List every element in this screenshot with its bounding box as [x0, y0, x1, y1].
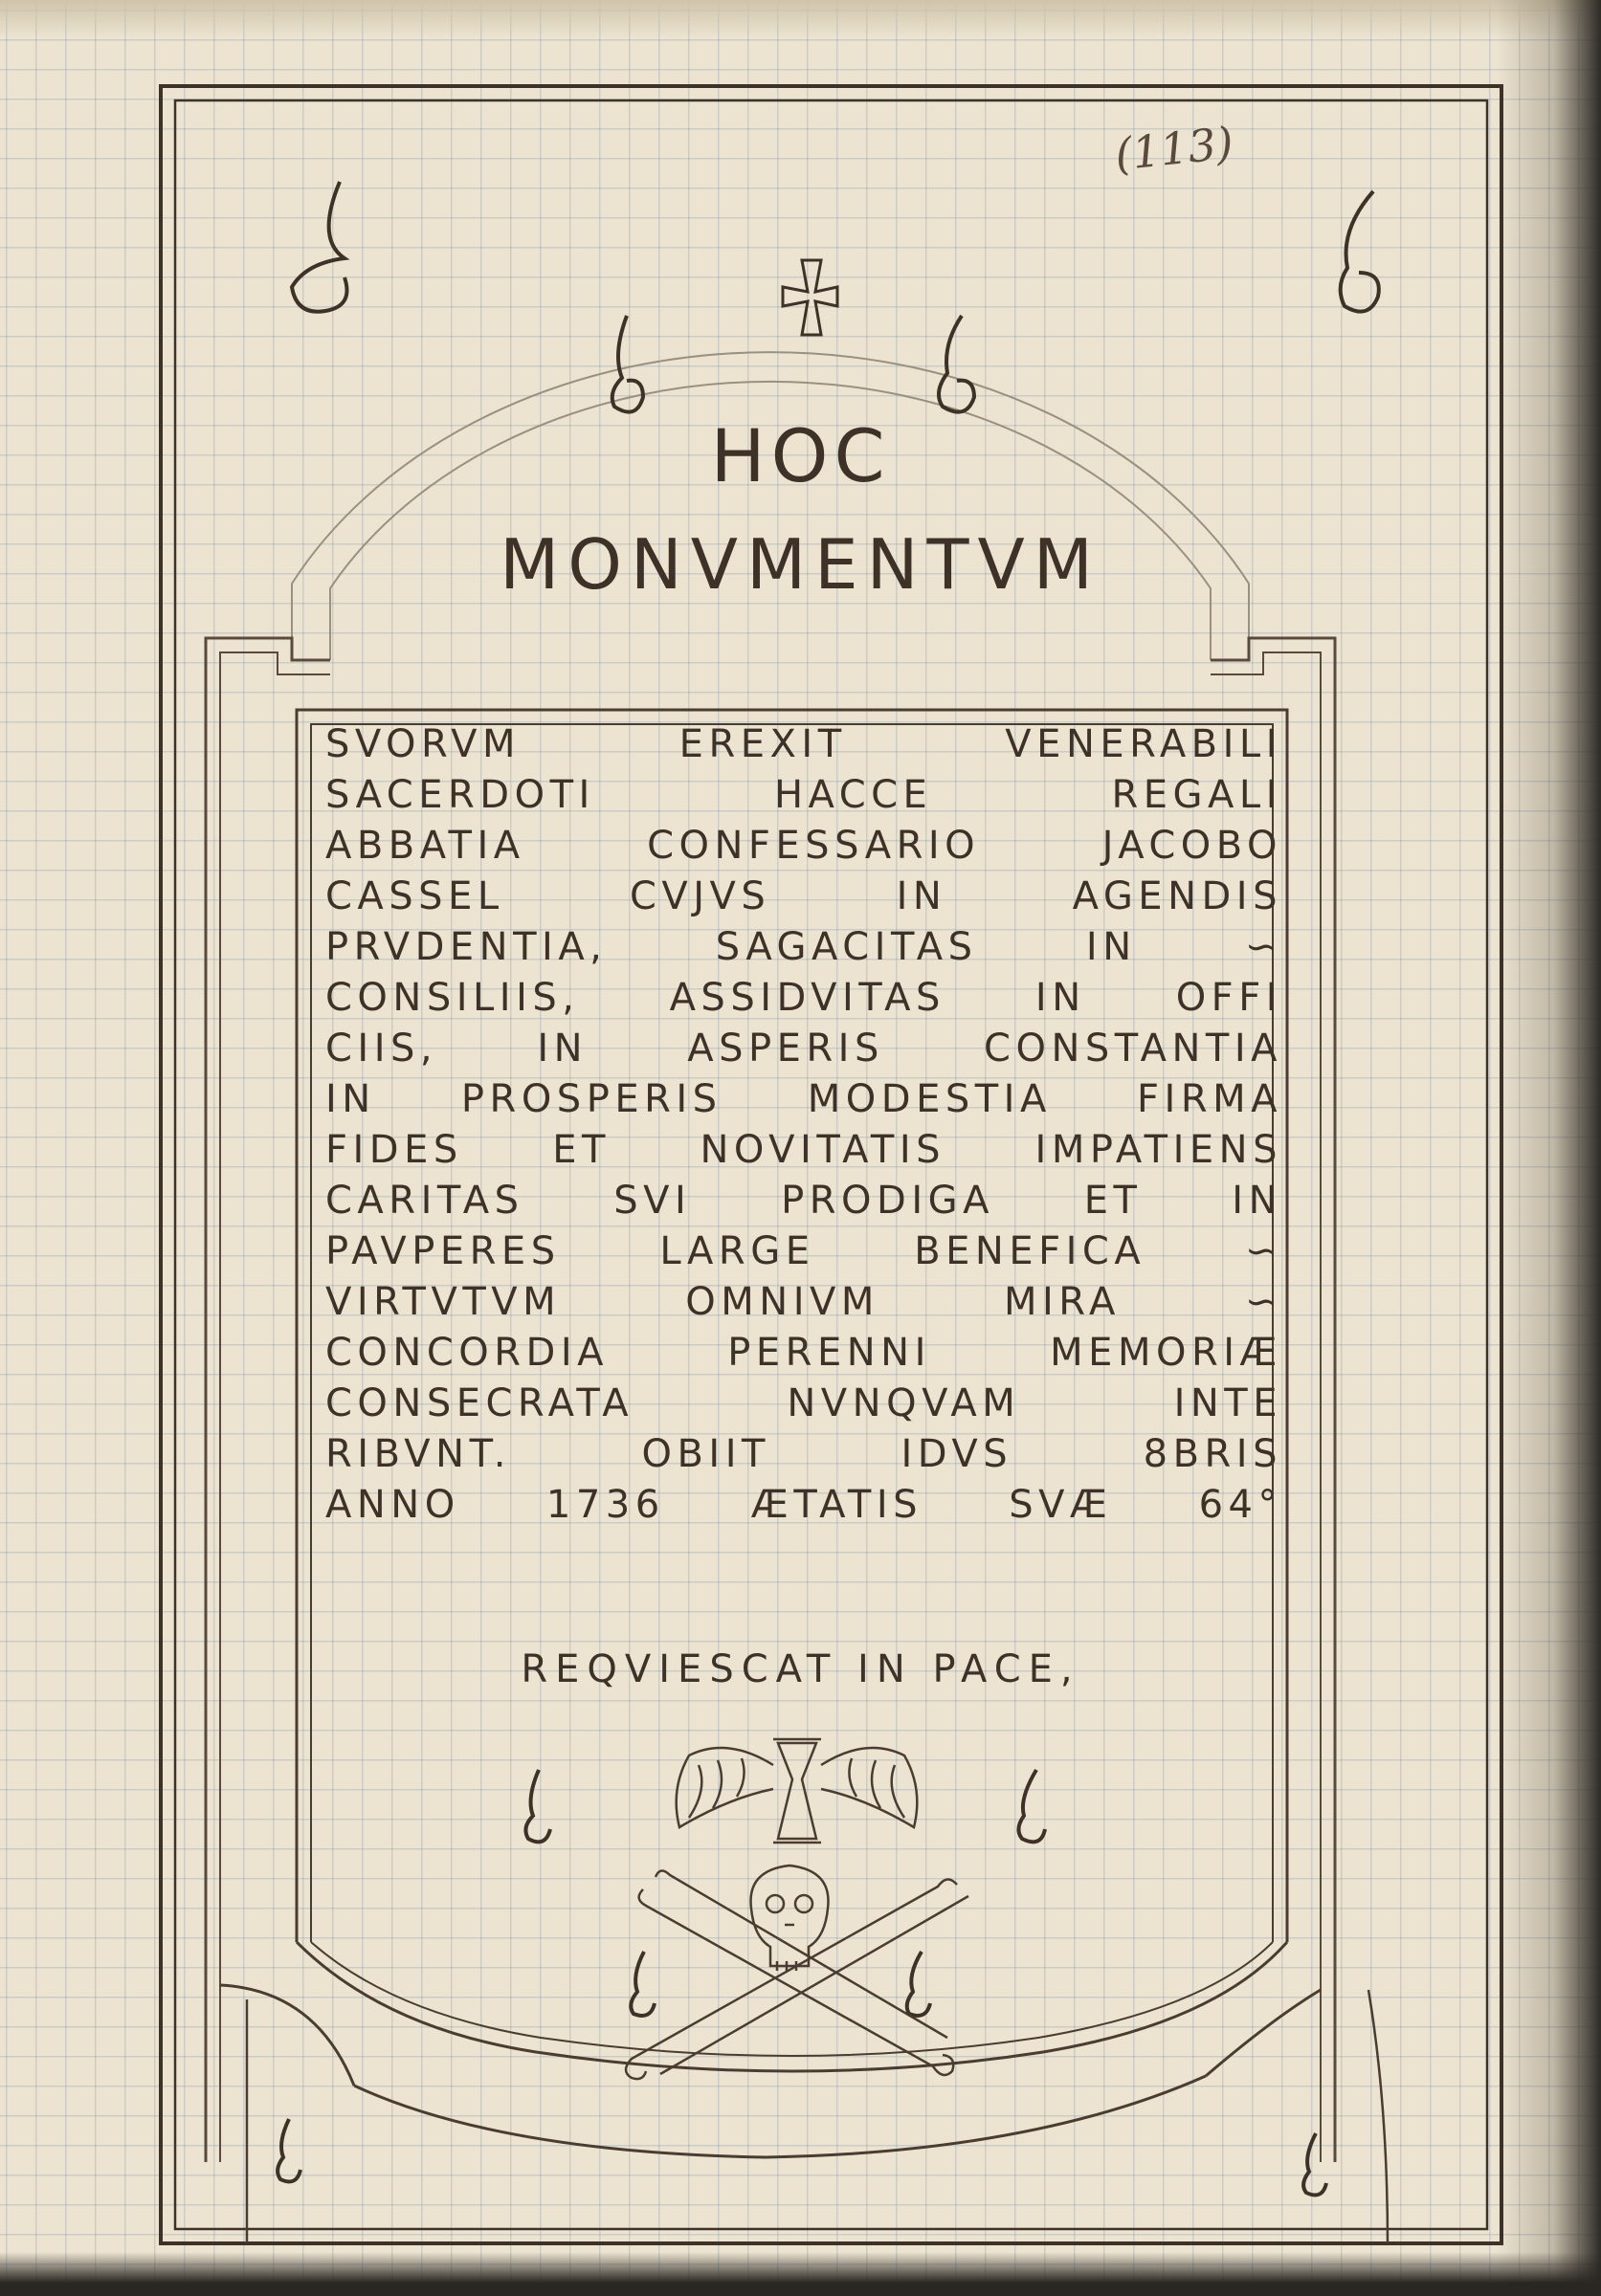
flame-icon-base-left — [278, 2119, 300, 2181]
cross-icon — [783, 260, 837, 335]
inscription-line: CIIS, IN ASPERIS CONSTANTIA — [325, 1027, 1282, 1071]
page-bottom-edge — [0, 2252, 1601, 2296]
flame-icon-bones-left — [631, 1952, 655, 2016]
inscription-line: CARITAS SVI PRODIGA ET IN — [325, 1179, 1282, 1223]
inscription-line: CONSILIIS, ASSIDVITAS IN OFFI — [325, 976, 1282, 1020]
inscription-line: CONCORDIA PERENNI MEMORIÆ — [325, 1331, 1282, 1375]
flame-icon-top-left — [292, 182, 347, 312]
inscription-line: CONSECRATA NVNQVAM INTE — [325, 1381, 1282, 1425]
flame-icon-mid-right — [939, 316, 974, 412]
inscription-line: CASSEL CVJVS IN AGENDIS — [325, 874, 1282, 918]
inscription-line: VIRTVTVM OMNIVM MIRA ∽ — [325, 1280, 1282, 1324]
inscription-text — [325, 719, 1282, 1531]
inscription-line: PRVDENTIA, SAGACITAS IN ∽ — [325, 925, 1282, 969]
skull-and-crossbones-icon — [626, 1866, 968, 2079]
base-arc-left — [220, 1985, 354, 2086]
arch-outer — [292, 352, 1249, 660]
heading-line-2: MONVMENTVM — [500, 524, 1101, 605]
flame-icon-lower-right — [1018, 1770, 1045, 1842]
inscription-line: IN PROSPERIS MODESTIA FIRMA — [325, 1077, 1282, 1121]
page-reference-number: (113) — [1112, 117, 1236, 181]
flame-icon-top-right — [1341, 191, 1379, 312]
winged-hourglass-icon — [677, 1739, 918, 1843]
base-arc-middle — [354, 2076, 1206, 2157]
flame-icon-bones-right — [907, 1952, 930, 2016]
flame-icon-lower-left — [525, 1770, 550, 1842]
inscription-line: SACERDOTI HACCE REGALI — [325, 773, 1282, 817]
flame-icon-base-right — [1303, 2133, 1326, 2195]
inscription-line: ANNO 1736 ÆTATIS SVÆ 64° — [325, 1483, 1282, 1527]
panel-bottom-curve — [297, 1942, 1287, 2071]
base-arc-right — [1206, 1990, 1321, 2076]
inscription-line: SVORVM EREXIT VENERABILI — [325, 722, 1282, 766]
inscription-line: ABBATIA CONFESSARIO JACOBO — [325, 824, 1282, 868]
closing-line: REQVIESCAT IN PACE, — [521, 1647, 1080, 1691]
inscription-line: RIBVNT. OBIIT IDVS 8BRIS — [325, 1432, 1282, 1476]
inscription-line: PAVPERES LARGE BENEFICA ∽ — [325, 1229, 1282, 1273]
inscription-line: FIDES ET NOVITATIS IMPATIENS — [325, 1128, 1282, 1172]
binding-shadow — [1496, 0, 1601, 2296]
heading-line-1: HOC — [710, 413, 891, 498]
base-legs — [247, 1990, 1388, 2243]
